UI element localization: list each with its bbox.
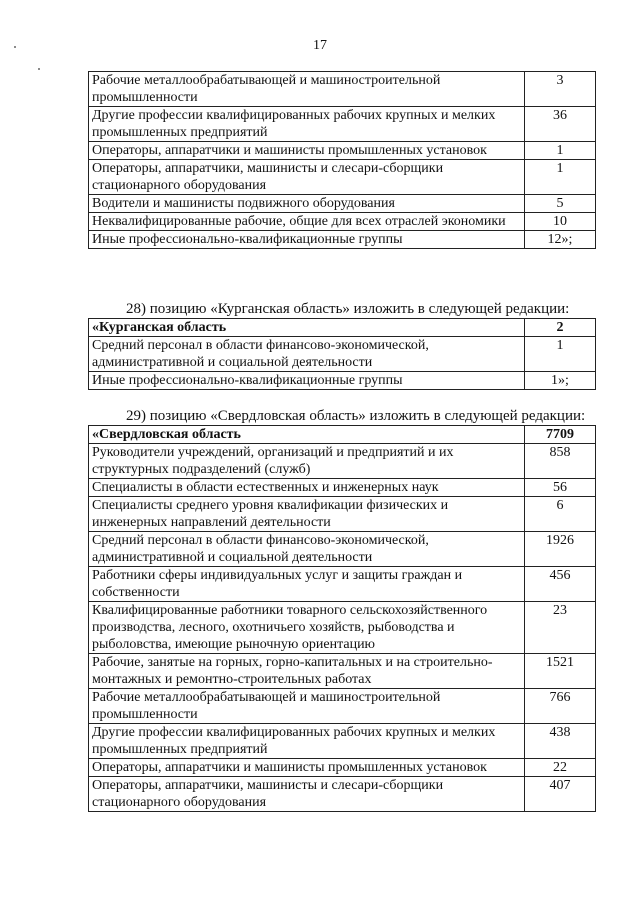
table-row bbox=[89, 231, 596, 249]
table-sverdlovsk bbox=[88, 425, 596, 812]
table-row bbox=[89, 213, 596, 231]
table-row bbox=[89, 160, 596, 195]
row-value: 23 bbox=[525, 602, 596, 654]
table-row bbox=[89, 444, 596, 479]
row-value: 1926 bbox=[525, 532, 596, 567]
region-total: 7709 bbox=[525, 426, 596, 444]
table-row bbox=[89, 479, 596, 497]
region-total: 2 bbox=[525, 319, 596, 337]
table-row bbox=[89, 724, 596, 759]
table-1 bbox=[88, 71, 596, 249]
row-value: 456 bbox=[525, 567, 596, 602]
table-row bbox=[89, 142, 596, 160]
row-value: 36 bbox=[525, 107, 596, 142]
row-value: 3 bbox=[525, 72, 596, 107]
table-row bbox=[89, 602, 596, 654]
row-value: 56 bbox=[525, 479, 596, 497]
row-name: Операторы, аппаратчики, машинисты и слесари-сборщики стационарного оборудования bbox=[89, 777, 525, 812]
row-name: Работники сферы индивидуальных услуг и защиты граждан и собственности bbox=[89, 567, 525, 602]
table-row bbox=[89, 195, 596, 213]
row-name: Операторы, аппаратчики, машинисты и слесари-сборщики стационарного оборудования bbox=[89, 160, 525, 195]
row-name: Квалифицированные работники товарного сельскохозяйственного производства, лесного, охотничьего хозяйств, рыбоводства и рыболовства, имеющие рыночную ориентацию bbox=[89, 602, 525, 654]
table-row bbox=[89, 689, 596, 724]
table-row bbox=[89, 759, 596, 777]
region-name: «Курганская область bbox=[89, 319, 525, 337]
row-value: 22 bbox=[525, 759, 596, 777]
table-row bbox=[89, 567, 596, 602]
row-name: Иные профессионально-квалификационные группы bbox=[89, 372, 525, 390]
row-name: Операторы, аппаратчики и машинисты промышленных установок bbox=[89, 142, 525, 160]
row-name: Другие профессии квалифицированных рабочих крупных и мелких промышленных предприятий bbox=[89, 724, 525, 759]
row-name: Специалисты среднего уровня квалификации физических и инженерных направлений деятельности bbox=[89, 497, 525, 532]
table-row bbox=[89, 497, 596, 532]
row-value: 1 bbox=[525, 337, 596, 372]
row-name: Специалисты в области естественных и инженерных наук bbox=[89, 479, 525, 497]
row-name: Рабочие металлообрабатывающей и машиностроительной промышленности bbox=[89, 689, 525, 724]
row-value: 438 bbox=[525, 724, 596, 759]
row-name: Неквалифицированные рабочие, общие для всех отраслей экономики bbox=[89, 213, 525, 231]
table-row bbox=[89, 654, 596, 689]
row-value: 1 bbox=[525, 142, 596, 160]
row-value: 407 bbox=[525, 777, 596, 812]
table-row bbox=[89, 72, 596, 107]
row-name: Средний персонал в области финансово-экономической, административной и социальной деятельности bbox=[89, 532, 525, 567]
row-value: 5 bbox=[525, 195, 596, 213]
table-row bbox=[89, 107, 596, 142]
row-name: Руководители учреждений, организаций и предприятий и их структурных подразделений (служб) bbox=[89, 444, 525, 479]
page-number: 17 bbox=[313, 38, 327, 53]
table-row bbox=[89, 372, 596, 390]
table-header-row bbox=[89, 319, 596, 337]
row-value: 10 bbox=[525, 213, 596, 231]
row-value: 12»; bbox=[525, 231, 596, 249]
table-row bbox=[89, 337, 596, 372]
table-header-row bbox=[89, 426, 596, 444]
row-name: Другие профессии квалифицированных рабочих крупных и мелких промышленных предприятий bbox=[89, 107, 525, 142]
region-name: «Свердловская область bbox=[89, 426, 525, 444]
row-name: Средний персонал в области финансово-экономической, административной и социальной деятельности bbox=[89, 337, 525, 372]
amendment-paragraph-28: 28) позицию «Курганская область» изложить в следующей редакции: bbox=[126, 301, 570, 317]
table-kurgan bbox=[88, 318, 596, 390]
row-name: Рабочие металлообрабатывающей и машиностроительной промышленности bbox=[89, 72, 525, 107]
row-value: 1 bbox=[525, 160, 596, 195]
row-value: 766 bbox=[525, 689, 596, 724]
amendment-paragraph-29: 29) позицию «Свердловская область» изложить в следующей редакции: bbox=[126, 408, 586, 424]
row-name: Водители и машинисты подвижного оборудования bbox=[89, 195, 525, 213]
row-value: 858 bbox=[525, 444, 596, 479]
row-name: Рабочие, занятые на горных, горно-капитальных и на строительно-монтажных и ремонтно-строительных работах bbox=[89, 654, 525, 689]
row-value: 6 bbox=[525, 497, 596, 532]
row-value: 1»; bbox=[525, 372, 596, 390]
row-name: Иные профессионально-квалификационные группы bbox=[89, 231, 525, 249]
table-row bbox=[89, 777, 596, 812]
table-row bbox=[89, 532, 596, 567]
row-name: Операторы, аппаратчики и машинисты промышленных установок bbox=[89, 759, 525, 777]
scan-speck bbox=[38, 68, 40, 70]
row-value: 1521 bbox=[525, 654, 596, 689]
